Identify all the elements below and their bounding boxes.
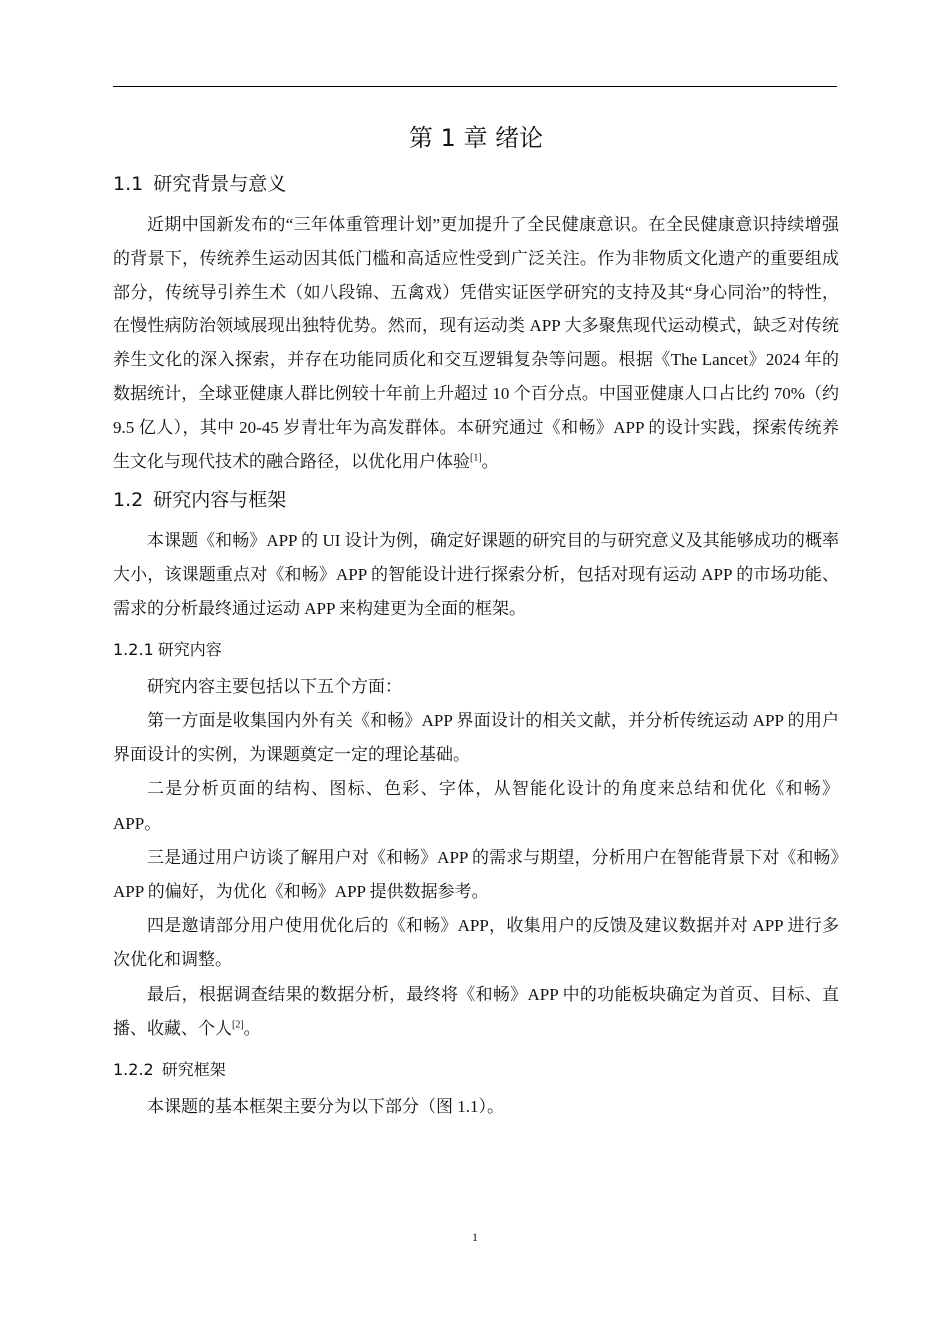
section-1-2-body (113, 524, 839, 625)
subsection-heading-1-2-2 (113, 1056, 839, 1084)
subsection-title: 研究框架 (161, 1060, 226, 1079)
section-title: 研究背景与意义 (153, 173, 287, 195)
list-item: 第一方面是收集国内外有关《和畅》APP 界面设计的相关文献，并分析传统运动 APP 的用户界面设计的实例，为课题奠定一定的理论基础。 (113, 710, 839, 765)
paragraph (113, 208, 839, 478)
section-number: 1.1 (113, 173, 144, 195)
citation-ref: [2] (232, 1019, 244, 1031)
paragraph: 研究内容主要包括以下五个方面： (147, 676, 402, 696)
paragraph-end: 。 (243, 1018, 261, 1038)
page-content (113, 118, 839, 1124)
list-item: 二是分析页面的结构、图标、色彩、字体，从智能化设计的角度来总结和优化《和畅》APP。 (113, 779, 839, 833)
paragraph-text: 最后，根据调查结果的数据分析，最终将《和畅》APP 中的功能板块确定为首页、目标、直播、收藏、个人 (113, 984, 839, 1038)
citation-ref: [1] (470, 451, 482, 463)
paragraph-text: 近期中国新发布的“三年体重管理计划”更加提升了全民健康意识。在全民健康意识持续增强的背景下，传统养生运动因其低门槛和高适应性受到广泛关注。作为非物质文化遗产的重要组成部分，传统导引养生术（如八段锦、五禽戏）凭借实证医学研究的支持及其“身心同治”的特性，在慢性病防治领域展现出独特优势。然而，现有运动类 APP 大多聚焦现代运动模式，缺乏对传统养生文化的深入探索，并存在功能同质化和交互逻辑复杂等问题。根据《The Lancet》2024 年的数据统计，全球亚健康人群比例较十年前上升超过 10 个百分点。中国亚健康人口占比约 70%（约 9.5 亿人），其中 20-45 岁青壮年为高发群体。本研究通过《和畅》APP 的设计实践，探索传统养生文化与现代技术的融合路径，以优化用户体验 (113, 215, 839, 471)
header-rule (113, 86, 837, 87)
section-heading-1-2 (113, 484, 839, 516)
list-item (113, 978, 839, 1046)
section-number: 1.2 (113, 489, 144, 512)
section-heading-1-1 (113, 168, 839, 200)
section-title: 研究内容与框架 (153, 489, 287, 512)
paragraph: 本课题的基本框架主要分为以下部分（图 1.1）。 (147, 1097, 504, 1116)
subsection-heading-1-2-1 (113, 636, 839, 664)
subsection-number: 1.2.1 (113, 639, 154, 659)
chapter-title: 第 1 章 绪论 (408, 124, 544, 152)
subsection-number: 1.2.2 (113, 1060, 154, 1079)
paragraph: 本课题《和畅》APP 的 UI 设计为例，确定好课题的研究目的与研究意义及其能够成功的概率大小，该课题重点对《和畅》APP 的智能设计进行探索分析，包括对现有运动 APP 的市场功能、需求的分析最终通过运动 APP 来构建更为全面的框架。 (113, 531, 839, 618)
list-item: 三是通过用户访谈了解用户对《和畅》APP 的需求与期望，分析用户在智能背景下对《和畅》APP 的偏好，为优化《和畅》APP 提供数据参考。 (113, 847, 839, 901)
page-number: 1 (472, 1230, 478, 1244)
subsection-title: 研究内容 (157, 639, 222, 659)
list-item: 四是邀请部分用户使用优化后的《和畅》APP，收集用户的反馈及建议数据并对 APP 进行多次优化和调整。 (113, 916, 839, 970)
section-1-1-body (113, 208, 839, 478)
subsection-1-2-1-body (113, 670, 839, 1046)
paragraph-end: 。 (481, 451, 499, 471)
subsection-1-2-2-body (113, 1090, 839, 1124)
